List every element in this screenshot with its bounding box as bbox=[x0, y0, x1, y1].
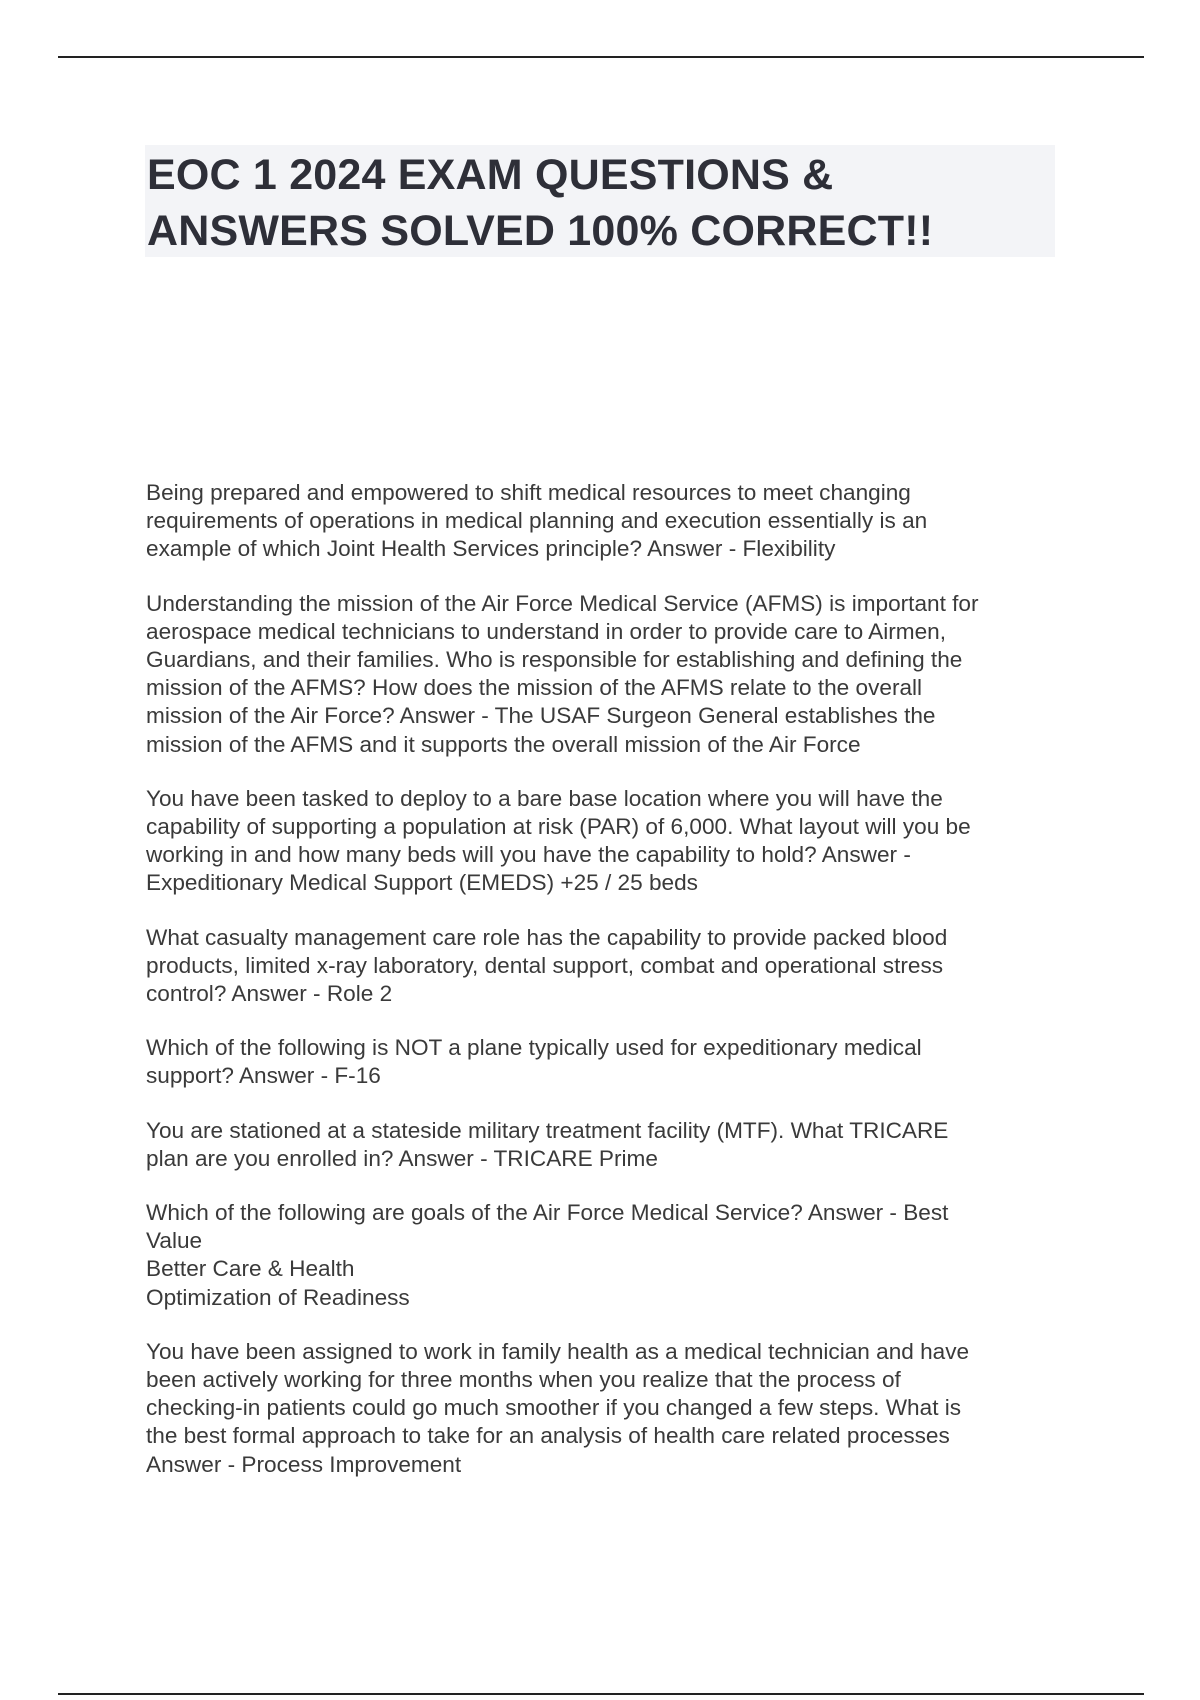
qa-line: You have been tasked to deploy to a bare base location where you will have the bbox=[146, 785, 943, 811]
qa-line: working in and how many beds will you have the capability to hold? Answer - bbox=[146, 842, 911, 868]
qa-line: mission of the AFMS? How does the mission of the AFMS relate to the overall bbox=[146, 675, 923, 701]
qa-line: You have been assigned to work in family health as a medical technician and have bbox=[146, 1338, 970, 1364]
document-title bbox=[145, 145, 1055, 257]
qa-item-7 bbox=[146, 1199, 1076, 1312]
qa-line: mission of the AFMS and it supports the overall mission of the Air Force bbox=[146, 731, 861, 757]
qa-line: Expeditionary Medical Support (EMEDS) +25 / 25 beds bbox=[146, 870, 698, 896]
qa-item-1 bbox=[146, 479, 1076, 564]
title-line: ANSWERS SOLVED 100% CORRECT!! bbox=[147, 207, 934, 255]
qa-line: plan are you enrolled in? Answer - TRICARE Prime bbox=[146, 1145, 658, 1171]
qa-line: aerospace medical technicians to understand in order to provide care to Airmen, bbox=[146, 618, 947, 644]
qa-line: checking-in patients could go much smoother if you changed a few steps. What is bbox=[146, 1395, 962, 1421]
qa-line: What casualty management care role has the capability to provide packed blood bbox=[146, 924, 948, 950]
qa-line: Better Care & Health bbox=[146, 1256, 355, 1282]
qa-line: Value bbox=[146, 1228, 203, 1254]
qa-list bbox=[146, 479, 1076, 1505]
bottom-rule bbox=[58, 1693, 1144, 1695]
qa-line: Guardians, and their families. Who is responsible for establishing and defining the bbox=[146, 647, 963, 673]
qa-line: support? Answer - F-16 bbox=[146, 1063, 381, 1089]
qa-line: requirements of operations in medical planning and execution essentially is an bbox=[146, 508, 928, 534]
qa-line: Optimization of Readiness bbox=[146, 1284, 410, 1310]
qa-line: the best formal approach to take for an analysis of health care related processes bbox=[146, 1423, 950, 1449]
qa-item-6 bbox=[146, 1117, 1076, 1173]
qa-line: capability of supporting a population at risk (PAR) of 6,000. What layout will you be bbox=[146, 814, 971, 840]
qa-item-2 bbox=[146, 590, 1076, 759]
qa-line: Which of the following are goals of the Air Force Medical Service? Answer - Best bbox=[146, 1200, 949, 1226]
qa-line: mission of the Air Force? Answer - The USAF Surgeon General establishes the bbox=[146, 703, 936, 729]
top-rule bbox=[58, 56, 1144, 58]
qa-item-8 bbox=[146, 1338, 1076, 1479]
qa-line: been actively working for three months when you realize that the process of bbox=[146, 1367, 901, 1393]
qa-line: Understanding the mission of the Air Force Medical Service (AFMS) is important for bbox=[146, 590, 979, 616]
qa-line: products, limited x-ray laboratory, dental support, combat and operational stress bbox=[146, 952, 944, 978]
qa-item-4 bbox=[146, 924, 1076, 1009]
qa-item-5 bbox=[146, 1034, 1076, 1090]
qa-line: example of which Joint Health Services principle? Answer - Flexibility bbox=[146, 536, 836, 562]
qa-line: Which of the following is NOT a plane typically used for expeditionary medical bbox=[146, 1035, 922, 1061]
qa-line: control? Answer - Role 2 bbox=[146, 981, 393, 1007]
title-line: EOC 1 2024 EXAM QUESTIONS & bbox=[147, 151, 834, 199]
qa-line: Answer - Process Improvement bbox=[146, 1451, 462, 1477]
qa-line: Being prepared and empowered to shift medical resources to meet changing bbox=[146, 480, 911, 505]
qa-line: You are stationed at a stateside military treatment facility (MTF). What TRICARE bbox=[146, 1117, 949, 1143]
qa-item-3 bbox=[146, 785, 1076, 898]
